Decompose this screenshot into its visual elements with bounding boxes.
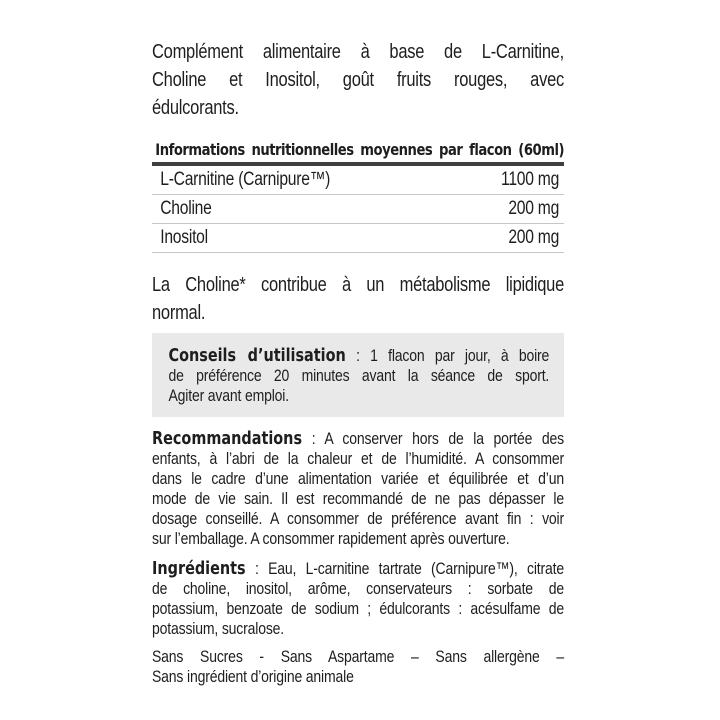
- ingredients-first-line: [152, 559, 564, 579]
- text-line: Sans ingrédient d’origine animale: [152, 667, 354, 686]
- usage-first-line: [168, 346, 549, 366]
- usage-heading: Conseils d’utilisation: [168, 346, 346, 366]
- ingredients-text-lines: [152, 579, 564, 639]
- ingredients-text: : Eau, L-carnitine tartrate (Carnipure™), citrate: [245, 559, 564, 578]
- usage-text-lines: [168, 366, 549, 406]
- text-line: sur l’emballage. A consommer rapidement après ouverture.: [152, 529, 510, 548]
- text-line: Agiter avant emploi.: [168, 386, 289, 405]
- recommendations-heading: Recommandations: [152, 429, 303, 449]
- text-line: normal.: [152, 302, 206, 324]
- text-line: Sans Sucres - Sans Aspartame – Sans allergène –: [152, 647, 564, 666]
- usage-box: [152, 333, 564, 417]
- ingredients-section: [152, 559, 564, 639]
- recommendations-text-lines: [152, 449, 564, 549]
- product-label: [152, 38, 564, 687]
- recommendations-text: : A conserver hors de la portée des: [302, 429, 564, 448]
- nutrient-name: L-Carnitine (Carnipure™): [160, 169, 331, 190]
- text-line: Choline et Inositol, goût fruits rouges, avec: [152, 69, 564, 91]
- text-line: édulcorants.: [152, 97, 239, 119]
- choline-claim-paragraph: [152, 271, 564, 327]
- usage-text: : 1 flacon par jour, à boire: [345, 346, 550, 365]
- nutrient-name: Choline: [160, 198, 212, 219]
- text-line: La Choline* contribue à un métabolisme lipidique: [152, 274, 564, 296]
- text-line: potassium, sucralose.: [152, 619, 285, 638]
- text-line: de choline, inositol, arôme, conservateurs : sorbate de: [152, 579, 564, 598]
- text-line: de préférence 20 minutes avant la séance de sport.: [168, 366, 550, 385]
- text-line: mode de vie sain. Il est recommandé de ne pas dépasser le: [152, 489, 564, 508]
- text-line: enfants, à l’abri de la chaleur et de l’humidité. A consommer: [152, 449, 564, 468]
- nutrient-value: 200 mg: [508, 198, 560, 219]
- text-line: Complément alimentaire à base de L-Carnitine,: [152, 41, 564, 63]
- nutrient-value: 200 mg: [508, 227, 560, 248]
- text-line: dosage conseillé. A consommer de préférence avant fin : voir: [152, 509, 564, 528]
- table-row: [152, 224, 564, 253]
- text-line: dans le cadre d’une alimentation variée et équilibrée et d’un: [152, 469, 564, 488]
- recommendations-first-line: [152, 429, 564, 449]
- table-row: [152, 195, 564, 224]
- intro-paragraph: [152, 38, 564, 122]
- nutrition-table: [152, 162, 564, 253]
- nutrient-name: Inositol: [160, 227, 208, 248]
- nutrition-header: Informations nutritionnelles moyennes par flacon (60ml): [155, 140, 564, 159]
- nutrient-value: 1100 mg: [501, 169, 560, 190]
- text-line: potassium, benzoate de sodium ; édulcorants : acésulfame de: [152, 599, 564, 618]
- table-row: [152, 166, 564, 195]
- recommendations-section: [152, 429, 564, 549]
- free-from-paragraph: [152, 647, 564, 687]
- ingredients-heading: Ingrédients: [152, 559, 246, 579]
